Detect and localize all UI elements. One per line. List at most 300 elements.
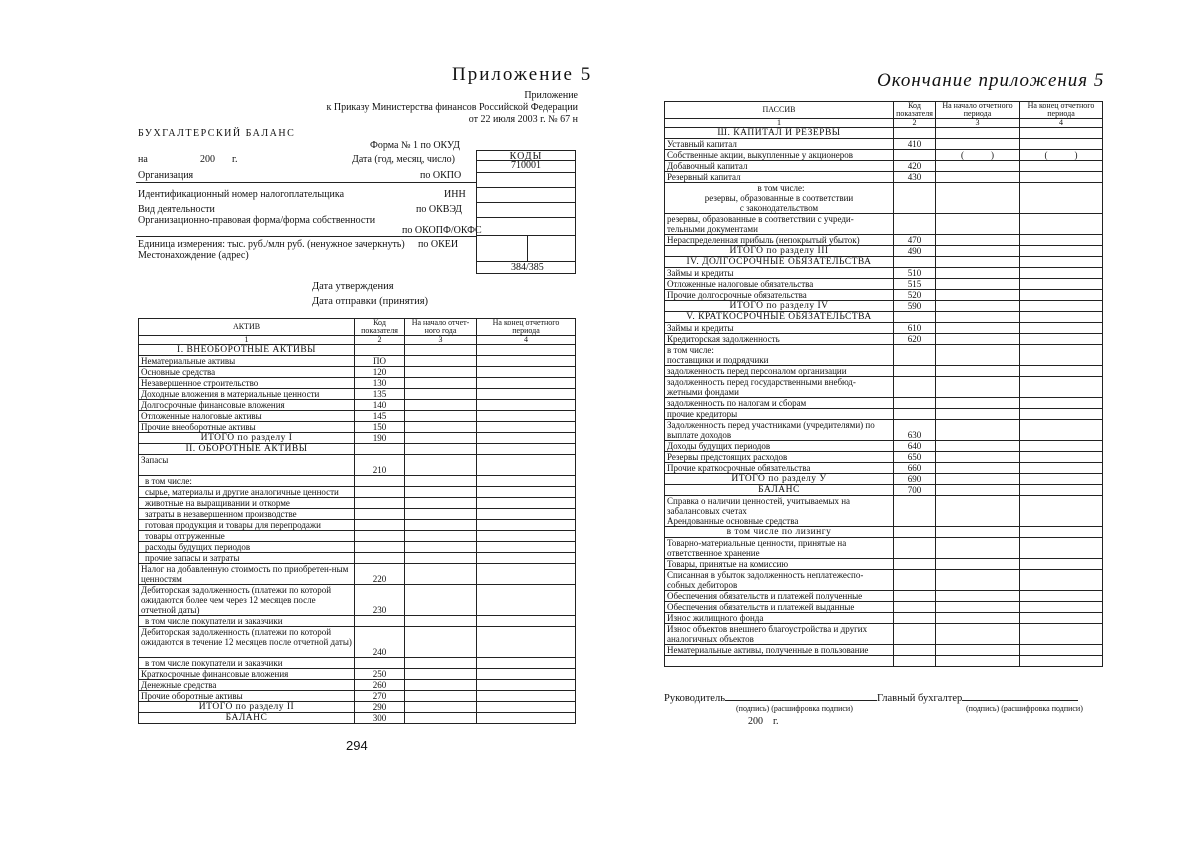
row-label	[665, 485, 894, 496]
row-code: 220	[355, 564, 405, 585]
row-label-text: задолженность по налогам и сборам	[667, 398, 807, 408]
table-row	[665, 452, 1103, 463]
row-label-text: ИТОГО по разделу I	[200, 433, 293, 443]
table-header-row	[665, 102, 1103, 119]
table-row	[665, 398, 1103, 409]
value-end	[1020, 613, 1103, 624]
value-end	[1020, 570, 1103, 591]
row-label	[665, 441, 894, 452]
row-code	[894, 645, 936, 656]
value-start	[405, 542, 477, 553]
row-label-subline: поставщики и подрядчики	[667, 355, 769, 365]
row-label-text: Резервный капитал	[667, 172, 741, 182]
row-label	[139, 400, 355, 411]
value-start	[936, 613, 1020, 624]
value-end	[477, 691, 576, 702]
row-label-text: Износ объектов внешнего благоустройства и других аналогичных объектов	[667, 624, 868, 644]
value-start	[936, 602, 1020, 613]
row-label	[665, 613, 894, 624]
column-header: На конец отчетного периода	[1020, 102, 1103, 119]
value-end	[1020, 452, 1103, 463]
row-code: 650	[894, 452, 936, 463]
row-label-text: Прочие оборотные активы	[141, 691, 243, 701]
row-code	[355, 509, 405, 520]
row-code	[894, 398, 936, 409]
assets-table	[138, 318, 576, 724]
row-label	[139, 542, 355, 553]
value-start	[936, 366, 1020, 377]
value-end	[1020, 559, 1103, 570]
value-end	[1020, 527, 1103, 538]
value-end	[477, 669, 576, 680]
value-start	[405, 520, 477, 531]
value-start	[936, 290, 1020, 301]
row-code	[355, 531, 405, 542]
table-row	[665, 496, 1103, 527]
row-code: ПО	[355, 356, 405, 367]
table-row	[665, 257, 1103, 268]
column-number-row	[665, 119, 1103, 128]
value-end	[477, 520, 576, 531]
table-row	[139, 444, 576, 455]
row-code: 420	[894, 161, 936, 172]
row-label-text: Товары, принятые на комиссию	[667, 559, 789, 569]
row-label	[665, 257, 894, 268]
row-label	[139, 389, 355, 400]
value-end	[1020, 139, 1103, 150]
value-start	[405, 411, 477, 422]
table-row	[139, 455, 576, 476]
head-label: Руководитель	[664, 693, 725, 704]
row-code	[355, 444, 405, 455]
row-label	[665, 496, 894, 527]
table-row	[139, 520, 576, 531]
table-row	[139, 411, 576, 422]
value-end	[1020, 591, 1103, 602]
row-label-text: Незавершенное строительство	[141, 378, 259, 388]
table-header-row	[139, 319, 576, 336]
value-start	[936, 570, 1020, 591]
value-start	[936, 559, 1020, 570]
row-code: 620	[894, 334, 936, 345]
column-number: 4	[1020, 119, 1103, 128]
table-row	[665, 312, 1103, 323]
table-row	[665, 290, 1103, 301]
value-start	[405, 658, 477, 669]
value-start	[405, 616, 477, 627]
row-label	[665, 301, 894, 312]
table-row	[665, 591, 1103, 602]
value-start	[936, 214, 1020, 235]
row-code: 230	[355, 585, 405, 616]
row-label-text: Износ жилищного фонда	[667, 613, 764, 623]
unit-label: Единица измерения: тыс. руб./млн руб. (ненужное зачеркнуть)	[138, 239, 405, 250]
row-label	[665, 570, 894, 591]
row-label-text: Дебиторская задолженность (платежи по которой ожидаются в течение 12 месяцев после отчетной даты)	[141, 627, 352, 647]
value-start	[936, 441, 1020, 452]
table-row	[665, 645, 1103, 656]
table-row	[665, 602, 1103, 613]
table-row	[139, 389, 576, 400]
table-row	[665, 474, 1103, 485]
row-label-text: Отложенные налоговые активы	[141, 411, 262, 421]
row-label-text: Доходные вложения в материальные ценности	[141, 389, 320, 399]
table-row	[665, 570, 1103, 591]
row-label	[139, 564, 355, 585]
row-code	[894, 128, 936, 139]
table-row	[139, 400, 576, 411]
row-label-text: затраты в незавершенном производстве	[145, 509, 297, 519]
row-label-text: прочие кредиторы	[667, 409, 738, 419]
value-start	[405, 400, 477, 411]
value-end	[477, 476, 576, 487]
column-header: На начало отчет-ного года	[405, 319, 477, 336]
value-end	[477, 411, 576, 422]
value-end	[477, 627, 576, 658]
row-label-text: Налог на добавленную стоимость по приобретен-ным ценностям	[141, 564, 349, 584]
value-end	[1020, 257, 1103, 268]
row-label	[139, 356, 355, 367]
table-row	[139, 627, 576, 658]
row-code: 250	[355, 669, 405, 680]
row-code	[894, 366, 936, 377]
value-end	[477, 378, 576, 389]
column-header: На начало отчетного периода	[936, 102, 1020, 119]
value-end	[1020, 398, 1103, 409]
value-start	[936, 268, 1020, 279]
table-row	[139, 691, 576, 702]
address-label: Местонахождение (адрес)	[138, 250, 249, 261]
value-start	[405, 476, 477, 487]
row-label	[665, 420, 894, 441]
value-end	[477, 531, 576, 542]
table-row	[139, 564, 576, 585]
value-end	[477, 616, 576, 627]
row-label	[665, 150, 894, 161]
row-label	[665, 268, 894, 279]
row-label-text: Займы и кредиты	[667, 268, 734, 278]
row-code	[894, 538, 936, 559]
row-code	[894, 496, 936, 527]
row-code: 700	[894, 485, 936, 496]
row-code	[894, 624, 936, 645]
table-row	[139, 378, 576, 389]
row-label-text: II. ОБОРОТНЫЕ АКТИВЫ	[185, 444, 308, 454]
value-end	[1020, 377, 1103, 398]
row-code	[355, 498, 405, 509]
row-label-text: Прочие долгосрочные обязательства	[667, 290, 807, 300]
row-label-text: Дебиторская задолженность (платежи по которой ожидаются более чем через 12 месяцев после отчетной даты)	[141, 585, 332, 615]
table-row	[139, 585, 576, 616]
row-code: 490	[894, 246, 936, 257]
value-end	[1020, 334, 1103, 345]
value-end	[1020, 474, 1103, 485]
row-code: 240	[355, 627, 405, 658]
value-end	[1020, 463, 1103, 474]
row-code: 140	[355, 400, 405, 411]
chief-accountant-label: Главный бухгалтер	[876, 693, 963, 704]
row-code	[894, 559, 936, 570]
value-end	[477, 455, 576, 476]
value-start	[936, 312, 1020, 323]
value-start	[936, 591, 1020, 602]
table-row	[139, 345, 576, 356]
value-start	[936, 485, 1020, 496]
row-label-text: Нематериальные активы, полученные в пользование	[667, 645, 869, 655]
value-end	[1020, 290, 1103, 301]
row-code	[355, 553, 405, 564]
table-row	[139, 680, 576, 691]
row-label-text: в том числе покупатели и заказчики	[145, 616, 283, 626]
value-end	[1020, 279, 1103, 290]
row-code: 135	[355, 389, 405, 400]
row-code: 210	[355, 455, 405, 476]
row-label-text: ИТОГО по разделу У	[731, 474, 827, 484]
value-end	[477, 444, 576, 455]
value-end	[1020, 645, 1103, 656]
table-row	[665, 420, 1103, 441]
value-end	[477, 509, 576, 520]
row-label	[139, 531, 355, 542]
table-row	[139, 433, 576, 444]
table-row	[139, 658, 576, 669]
org-underline	[136, 182, 476, 183]
appendix-line: Приложение	[524, 90, 578, 101]
row-label	[665, 290, 894, 301]
row-label-text: расходы будущих периодов	[145, 542, 251, 552]
page-number: 294	[346, 738, 368, 753]
appendix-line: от 22 июля 2003 г. № 67 н	[468, 114, 578, 125]
value-end	[1020, 441, 1103, 452]
row-label-text: Товарно-материальные ценности, принятые на ответственное хранение	[667, 538, 847, 558]
row-code	[355, 476, 405, 487]
row-label	[665, 591, 894, 602]
date-g: г.	[232, 154, 238, 165]
row-label-text: Нераспределенная прибыль (непокрытый убыток)	[667, 235, 860, 245]
row-label	[665, 323, 894, 334]
value-start	[405, 691, 477, 702]
value-start	[405, 531, 477, 542]
row-code: 270	[355, 691, 405, 702]
row-label	[139, 378, 355, 389]
row-label	[665, 377, 894, 398]
row-label	[139, 422, 355, 433]
column-number: 4	[477, 336, 576, 345]
signature-date-g: г.	[773, 716, 779, 727]
table-row	[665, 463, 1103, 474]
value-start	[936, 496, 1020, 527]
row-label	[139, 433, 355, 444]
row-label-text: животные на выращивании и откорме	[145, 498, 290, 508]
row-label-text: в том числе по лизингу	[726, 527, 832, 537]
row-label-text: Отложенные налоговые обязательства	[667, 279, 814, 289]
row-label-text: БАЛАНС	[758, 485, 800, 495]
row-code	[894, 613, 936, 624]
row-label-text: Денежные средства	[141, 680, 217, 690]
table-row	[139, 542, 576, 553]
row-label	[665, 312, 894, 323]
value-end	[1020, 420, 1103, 441]
row-code	[894, 150, 936, 161]
value-start	[405, 367, 477, 378]
row-label	[665, 624, 894, 645]
row-label-text: Списанная в убыток задолженность неплатежеспо-собных дебиторов	[667, 570, 864, 590]
appendix-line: к Приказу Министерства финансов Российской Федерации	[326, 102, 578, 113]
value-start	[405, 669, 477, 680]
value-end	[1020, 656, 1103, 667]
value-start	[936, 420, 1020, 441]
chief-signature-field	[962, 690, 1078, 701]
value-end	[1020, 624, 1103, 645]
value-start	[405, 378, 477, 389]
chief-caption: (подпись) (расшифровка подписи)	[966, 704, 1083, 713]
row-label-subline: Арендованные основные средства	[667, 516, 799, 526]
date-ymd-label: Дата (год, месяц, число)	[352, 154, 455, 165]
row-label-text: ИТОГО по разделу II	[198, 702, 295, 712]
row-code	[355, 487, 405, 498]
value-end	[477, 433, 576, 444]
table-row	[665, 172, 1103, 183]
row-label-text: прочие запасы и затраты	[145, 553, 240, 563]
row-code: 660	[894, 463, 936, 474]
row-label-text: ИТОГО по разделу III	[729, 246, 829, 256]
row-label	[665, 183, 894, 214]
row-label-text: БАЛАНС	[225, 713, 268, 723]
table-row	[139, 356, 576, 367]
value-start	[405, 433, 477, 444]
value-end	[1020, 183, 1103, 214]
row-label	[139, 487, 355, 498]
row-label	[665, 398, 894, 409]
row-label	[139, 498, 355, 509]
value-end	[477, 400, 576, 411]
table-row	[665, 377, 1103, 398]
table-row	[665, 150, 1103, 161]
row-code	[894, 602, 936, 613]
value-start	[405, 585, 477, 616]
row-label	[665, 463, 894, 474]
inn-code-label: ИНН	[444, 189, 466, 200]
row-label-text: Собственные акции, выкупленные у акционеров	[667, 150, 854, 160]
value-end	[1020, 345, 1103, 366]
value-start: ( )	[936, 150, 1020, 161]
column-number: 2	[355, 336, 405, 345]
row-label	[139, 627, 355, 658]
appendix-title: Приложение 5	[452, 64, 593, 85]
row-code	[355, 520, 405, 531]
table-row	[665, 128, 1103, 139]
value-start	[936, 538, 1020, 559]
table-row	[665, 323, 1103, 334]
row-label	[665, 235, 894, 246]
row-label	[665, 645, 894, 656]
value-start	[405, 627, 477, 658]
row-label-text: в том числе:	[757, 183, 805, 193]
liabilities-table	[664, 101, 1103, 667]
row-label	[665, 559, 894, 570]
row-label	[665, 538, 894, 559]
value-end	[477, 487, 576, 498]
row-label-text: Справка о наличии ценностей, учитываемых на забалансовых счетах	[667, 496, 851, 516]
value-end	[1020, 301, 1103, 312]
table-row	[139, 553, 576, 564]
table-row	[139, 531, 576, 542]
row-label	[139, 411, 355, 422]
row-label	[139, 585, 355, 616]
table-row	[139, 702, 576, 713]
value-start	[936, 398, 1020, 409]
row-label-text: Ш. КАПИТАЛ И РЕЗЕРВЫ	[717, 128, 841, 138]
value-start	[936, 377, 1020, 398]
signature-date-year: 200	[748, 716, 763, 727]
table-row	[665, 246, 1103, 257]
activity-code-label: по ОКВЭД	[416, 204, 462, 215]
value-end	[477, 356, 576, 367]
row-code: 470	[894, 235, 936, 246]
codes-header: КОДЫ	[509, 151, 543, 162]
row-label	[139, 658, 355, 669]
value-start	[936, 452, 1020, 463]
value-end	[1020, 235, 1103, 246]
row-code: 190	[355, 433, 405, 444]
value-start	[936, 139, 1020, 150]
row-label	[665, 128, 894, 139]
row-label	[139, 520, 355, 531]
table-row	[139, 509, 576, 520]
value-start	[936, 235, 1020, 246]
value-start	[405, 455, 477, 476]
activity-label: Вид деятельности	[138, 204, 215, 215]
value-end	[477, 658, 576, 669]
row-label-text: резервы, образованные в соответствии с учреди-тельными документами	[667, 214, 854, 234]
value-start	[405, 713, 477, 724]
value-start	[405, 389, 477, 400]
row-label-text: Краткосрочные финансовые вложения	[141, 669, 289, 679]
row-label	[665, 279, 894, 290]
value-start	[936, 334, 1020, 345]
value-start	[936, 246, 1020, 257]
value-start	[936, 645, 1020, 656]
table-row	[139, 487, 576, 498]
row-label	[139, 455, 355, 476]
row-code: 690	[894, 474, 936, 485]
value-end	[1020, 366, 1103, 377]
value-start	[405, 498, 477, 509]
table-row	[139, 367, 576, 378]
row-label	[665, 474, 894, 485]
row-code: 610	[894, 323, 936, 334]
value-start	[936, 301, 1020, 312]
row-label-text: готовая продукция и товары для перепродажи	[145, 520, 321, 530]
row-label	[139, 691, 355, 702]
row-label-text: Основные средства	[141, 367, 216, 377]
row-label	[665, 139, 894, 150]
value-start	[405, 509, 477, 520]
column-number-row	[139, 336, 576, 345]
table-row	[665, 559, 1103, 570]
row-label	[139, 702, 355, 713]
row-label	[139, 509, 355, 520]
row-label	[665, 602, 894, 613]
value-end	[477, 422, 576, 433]
row-label	[139, 444, 355, 455]
org-label: Организация	[138, 170, 194, 181]
row-code	[894, 570, 936, 591]
value-start	[936, 128, 1020, 139]
value-end	[1020, 161, 1103, 172]
row-code: 520	[894, 290, 936, 301]
table-row	[139, 422, 576, 433]
